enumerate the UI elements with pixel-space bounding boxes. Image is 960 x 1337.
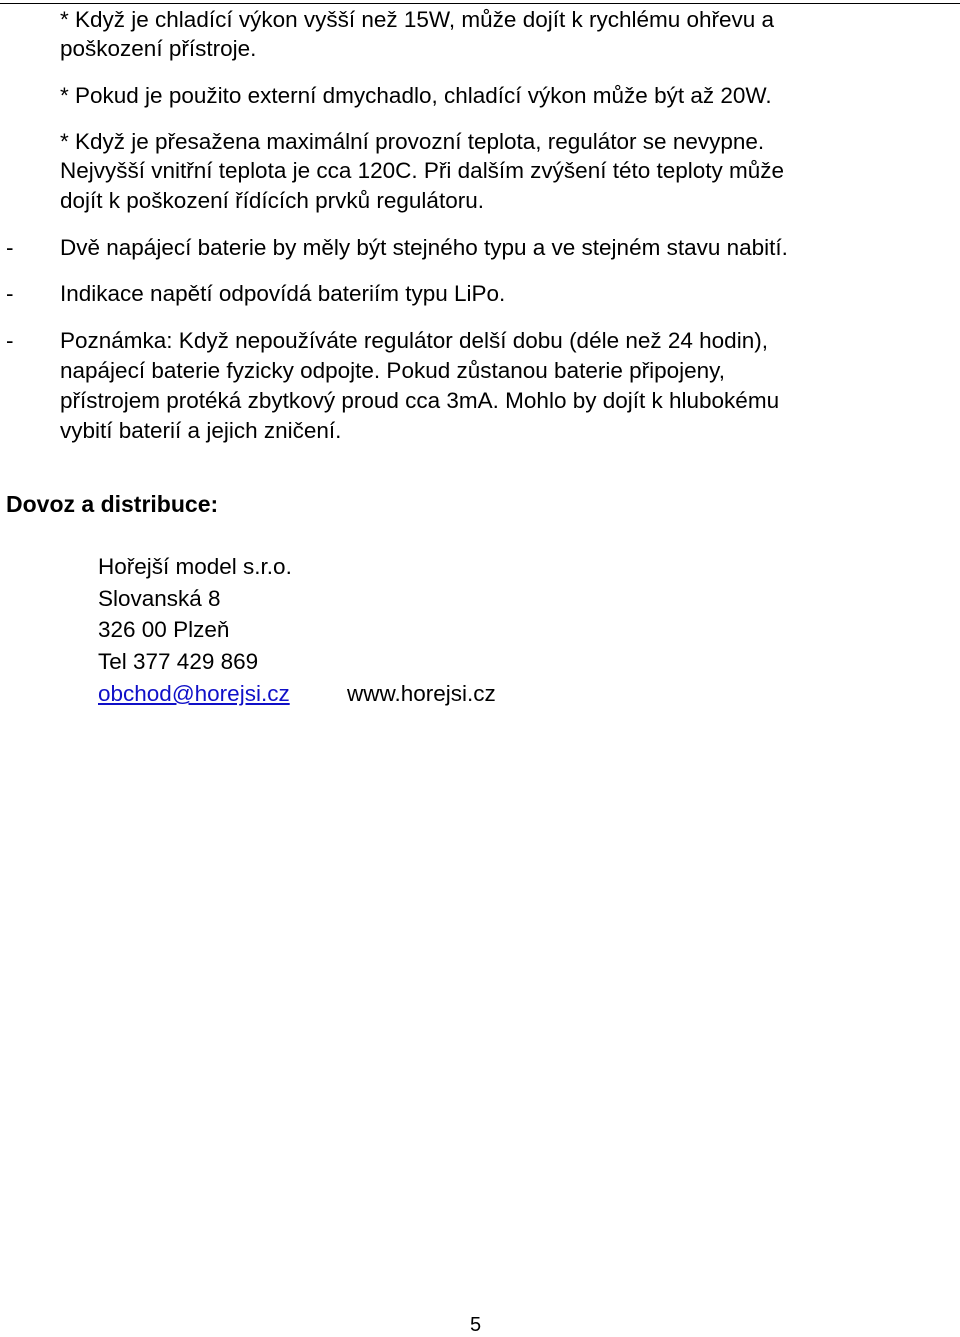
list-item: Indikace napětí odpovídá bateriím typu LiPo. [60,281,506,306]
note-line: * Pokud je použito externí dmychadlo, chladící výkon může být až 20W. [60,83,772,108]
page-number: 5 [470,1314,482,1336]
city-address: 326 00 Plzeň [98,617,230,642]
list-dash: - [6,235,14,260]
note-line: Nejvyšší vnitřní teplota je cca 120C. Při dalším zvýšení této teploty může [60,158,785,183]
list-item: vybití baterií a jejich zničení. [60,418,342,443]
email-link[interactable]: obchod@horejsi.cz [98,681,290,706]
list-item: napájecí baterie fyzicky odpojte. Pokud zůstanou baterie připojeny, [60,358,725,383]
phone-number: Tel 377 429 869 [98,649,259,674]
note-line: poškození přístroje. [60,36,257,61]
list-dash: - [6,281,14,306]
section-heading: Dovoz a distribuce: [6,491,219,517]
email-row [98,679,290,709]
list-item: Poznámka: Když nepoužíváte regulátor delší dobu (déle než 24 hodin), [60,328,768,353]
company-name: Hořejší model s.r.o. [98,554,292,579]
top-rule [0,3,960,4]
list-item: přístrojem protéká zbytkový proud cca 3mA. Mohlo by dojít k hlubokému [60,388,780,413]
list-dash: - [6,328,14,353]
website-text: www.horejsi.cz [347,681,496,706]
note-line: * Když je chladící výkon vyšší než 15W, může dojít k rychlému ohřevu a [60,7,775,32]
list-item: Dvě napájecí baterie by měly být stejného typu a ve stejném stavu nabití. [60,235,788,260]
note-line: * Když je přesažena maximální provozní teplota, regulátor se nevypne. [60,129,765,154]
street-address: Slovanská 8 [98,586,221,611]
note-line: dojít k poškození řídících prvků regulátoru. [60,188,484,213]
